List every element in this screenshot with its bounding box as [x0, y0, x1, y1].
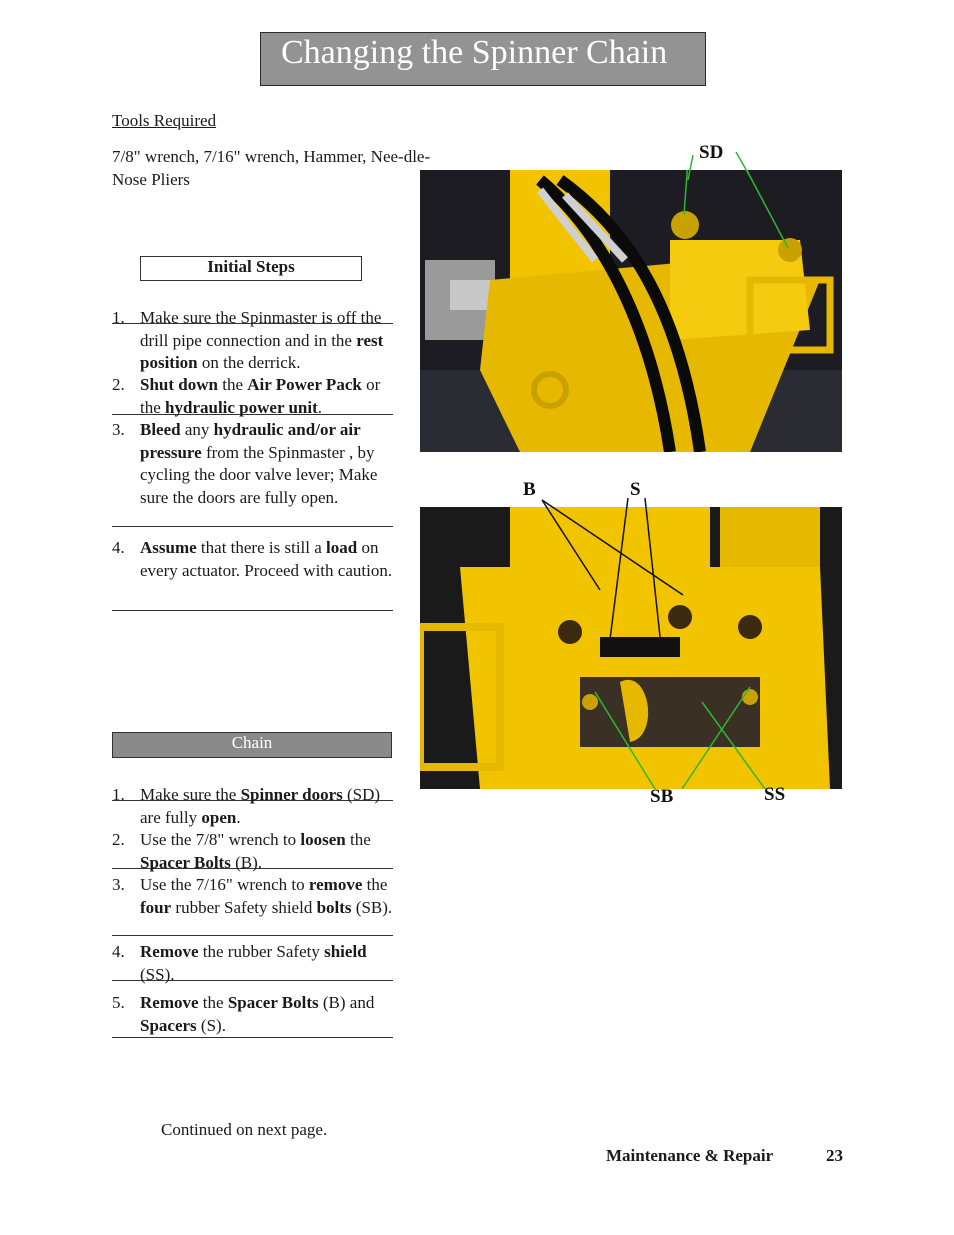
step-emphasis: Spacers [140, 1015, 197, 1035]
step-text [140, 307, 393, 375]
step-fragment: the [362, 875, 388, 894]
step-text [140, 941, 393, 986]
step-fragment: any [180, 420, 214, 439]
step-fragment: (S). [196, 1015, 226, 1035]
step-emphasis: hydraulic and/or air pressure [140, 420, 361, 462]
step-emphasis: Remove [140, 942, 199, 961]
step-fragment: the [198, 993, 228, 1012]
step-fragment: or the [140, 375, 381, 417]
step-fragment: from the Spinmaster , by cycling the door valve lever; Make sure the doors are fully open. [140, 442, 378, 507]
step-number: 3. [112, 875, 125, 894]
callout-b: B [523, 479, 536, 500]
step-emphasis: loosen [300, 830, 346, 849]
step-text [140, 374, 393, 419]
step-emphasis: Spacer Bolts [227, 993, 319, 1012]
step-fragment: (B) and [318, 993, 375, 1012]
step-fragment: Make sure the [140, 785, 241, 804]
page-title: Changing the Spinner Chain [281, 34, 668, 71]
step-fragment: (SS). [140, 964, 175, 984]
callout-ss: SS [764, 784, 786, 805]
step-emphasis: rest position [140, 330, 384, 372]
title-box [260, 32, 706, 86]
step-emphasis: Bleed [140, 420, 181, 439]
step-emphasis: Assume [140, 538, 197, 557]
step-text [140, 419, 393, 509]
initial-steps-heading: Initial Steps [140, 256, 362, 281]
step-number: 1. [112, 785, 125, 804]
step-emphasis: hydraulic power unit [165, 397, 318, 417]
step-fragment: the [345, 830, 371, 849]
step-number: 2. [112, 830, 125, 849]
callout-sd: SD [699, 142, 724, 163]
tools-list: 7/8" wrench, 7/16" wrench, Hammer, Nee-dle-Nose Pliers [112, 147, 431, 189]
step-item [112, 307, 393, 372]
step-fragment: . [236, 807, 241, 827]
step-emphasis: Shut down [140, 375, 218, 394]
step-number: 4. [112, 538, 125, 557]
step-number: 4. [112, 942, 125, 961]
step-fragment: Use the 7/16" wrench to [140, 875, 309, 894]
step-emphasis: bolts [316, 897, 352, 917]
step-item [112, 784, 393, 827]
step-text [140, 874, 393, 919]
step-text [140, 537, 393, 582]
step-item [112, 374, 393, 415]
sd-leader-lines [680, 150, 800, 180]
step-number: 3. [112, 420, 125, 439]
step-fragment: that there is still a [196, 538, 327, 557]
step-fragment: rubber Safety shield [171, 897, 317, 917]
step-emphasis: Spacer Bolts [140, 852, 231, 872]
step-fragment: (SD) are fully [140, 785, 381, 827]
step-emphasis: remove [308, 875, 363, 894]
footer-section-title: Maintenance & Repair [606, 1146, 774, 1165]
step-fragment: on the derrick. [197, 353, 301, 372]
step-emphasis: Spinner doors [240, 785, 343, 804]
step-emphasis: open [201, 807, 237, 827]
step-emphasis: Air Power Pack [247, 375, 362, 394]
chain-heading: Chain [112, 732, 392, 758]
step-item [112, 941, 393, 984]
step-fragment: (SB). [351, 897, 393, 917]
step-fragment: Use the 7/8" wrench to [140, 830, 301, 849]
step-item [112, 537, 393, 611]
callout-s: S [630, 479, 641, 500]
footer-page-number: 23 [826, 1146, 843, 1165]
step-fragment: (B). [230, 852, 262, 872]
step-emphasis: Remove [140, 993, 199, 1012]
step-item [112, 992, 393, 1038]
step-text [140, 829, 393, 874]
step-emphasis: load [326, 538, 358, 557]
step-emphasis: shield [324, 942, 367, 961]
step-text [140, 784, 393, 829]
step-fragment: . [317, 397, 322, 417]
step-fragment: the rubber Safety [198, 942, 325, 961]
b-s-leader-lines [520, 495, 710, 665]
step-number: 1. [112, 308, 125, 327]
step-item [112, 829, 393, 872]
step-item [112, 419, 393, 527]
step-item [112, 874, 393, 936]
step-number: 2. [112, 375, 125, 394]
step-text [140, 992, 393, 1037]
step-fragment: the [217, 375, 248, 394]
step-number: 5. [112, 993, 125, 1012]
continued-note: Continued on next page. [161, 1120, 328, 1139]
step-emphasis: four [140, 897, 172, 917]
callout-sb: SB [650, 786, 674, 807]
tools-required-label: Tools Required [112, 111, 217, 130]
step-fragment: Make sure the Spinmaster is off the drill pipe connection and in the [140, 308, 382, 350]
spinner-doors-photo [420, 170, 842, 452]
step-fragment: on every actuator. Proceed with caution. [140, 538, 393, 580]
